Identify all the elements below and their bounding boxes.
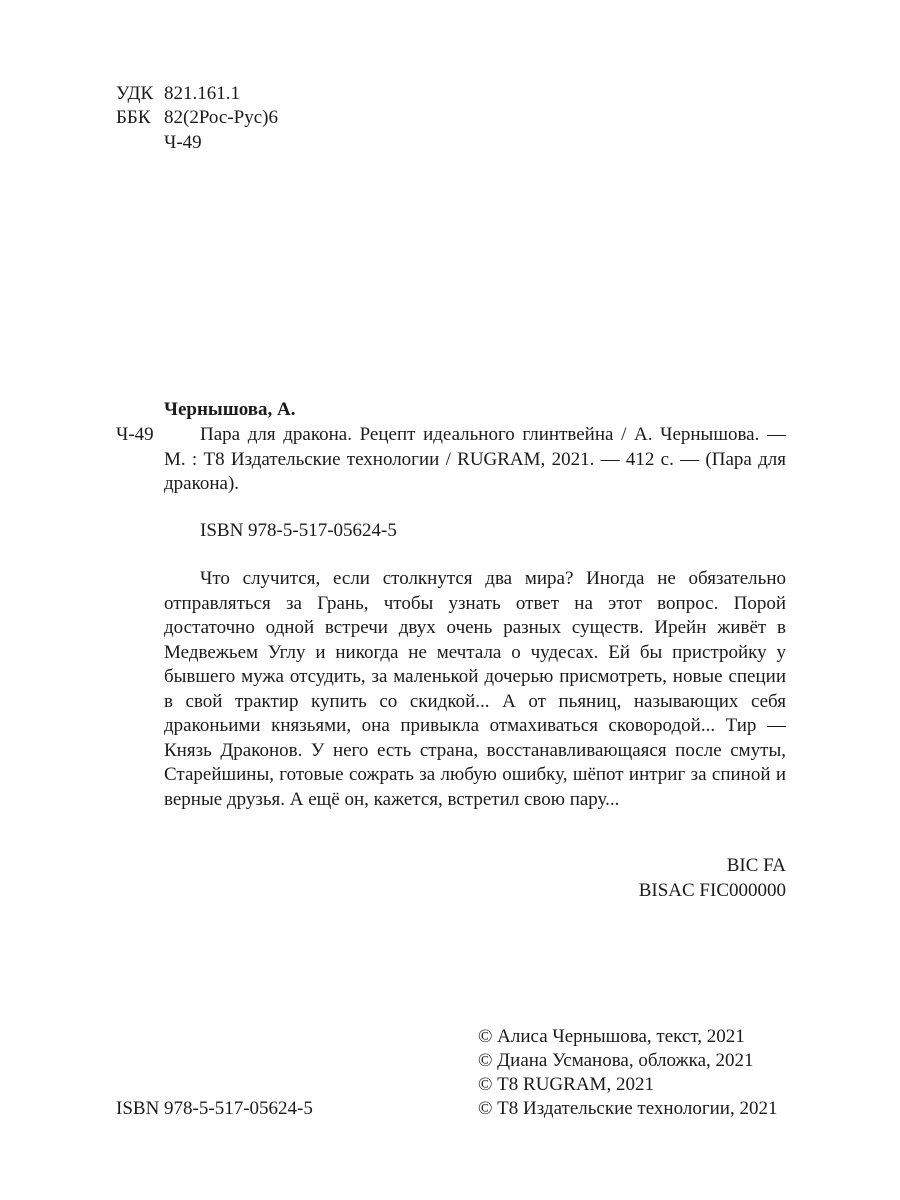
- udk-label: УДК: [116, 83, 154, 104]
- author-code: Ч-49: [116, 424, 154, 445]
- copyright-line: © Диана Усманова, обложка, 2021: [478, 1050, 754, 1071]
- copyright-line: © Алиса Чернышова, текст, 2021: [478, 1026, 745, 1047]
- copyright-line: © Т8 RUGRAM, 2021: [478, 1074, 654, 1095]
- isbn-record: ISBN 978-5-517-05624-5: [200, 520, 397, 541]
- author-mark: Ч-49: [164, 132, 202, 153]
- bbk-label: ББК: [116, 107, 151, 128]
- copyright-line: © Т8 Издательские технологии, 2021: [478, 1098, 778, 1119]
- bisac-code: BISAC FIC000000: [638, 880, 786, 901]
- isbn-footer: ISBN 978-5-517-05624-5: [116, 1098, 313, 1119]
- author-heading: Чернышова, А.: [164, 399, 296, 420]
- annotation-paragraph: Что случится, если столкнутся два мира? Иногда не обязательно отправляться за Грань, чтобы узнать ответ на этот вопрос. Порой достаточно одной встречи двух очень разных существ. Ирейн живёт в Медвежьем Углу и никогда не мечтала о чудесах. Ей бы пристройку у бывшего мужа отсудить, за маленькой дочерью присмотреть, новые специи в свой трактир купить со скидкой... А от пьяниц, называющих себя драконьими князьями, она привыкла отмахиваться сковородой... Тир — Князь Драконов. У него есть страна, восстанавливающаяся после смуты, Старейшины, готовые сожрать за любую ошибку, шёпот интриг за спиной и верные друзья. А ещё он, кажется, встретил свою пару...: [164, 568, 786, 810]
- bic-code: BIC FA: [726, 855, 786, 876]
- copyright-list: [478, 1025, 777, 1121]
- udk-value: 821.161.1: [164, 83, 240, 104]
- bibliographic-description: Пара для дракона. Рецепт идеального глинтвейна / А. Чернышова. — М. : Т8 Издательские технологии / RUGRAM, 2021. — 412 с. — (Пара для дракона).: [164, 424, 786, 494]
- bbk-value: 82(2Рос-Рус)6: [164, 107, 278, 128]
